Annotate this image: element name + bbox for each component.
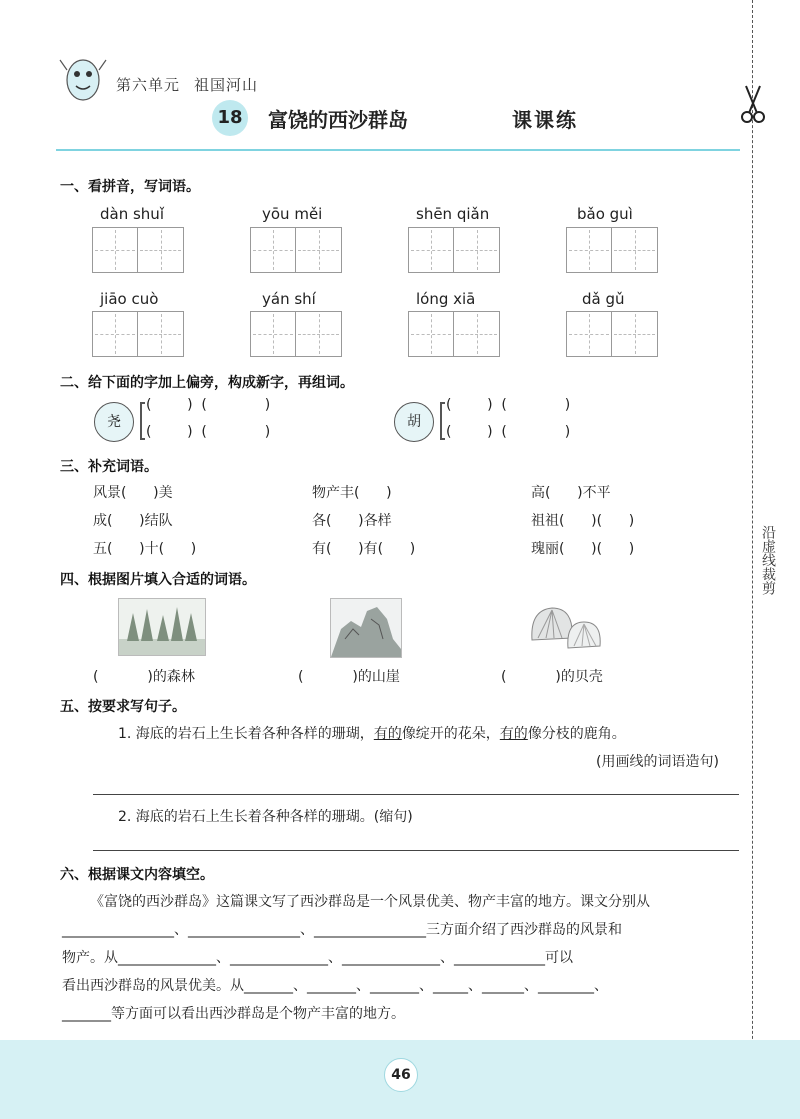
- forest-image: [118, 598, 206, 656]
- writing-grid[interactable]: [92, 311, 184, 357]
- brace: [440, 402, 445, 440]
- fill-word[interactable]: 瑰丽( )( ): [531, 541, 635, 557]
- pinyin: shēn qiǎn: [416, 205, 490, 223]
- unit-label: 第六单元 祖国河山: [116, 76, 259, 94]
- fill-word[interactable]: ( )的贝壳: [501, 669, 603, 685]
- section-1-title: 一、看拼音，写词语。: [60, 179, 200, 195]
- fill-word[interactable]: 五( )十( ): [93, 541, 197, 557]
- passage-line: 《富饶的西沙群岛》这篇课文写了西沙群岛是一个风景优美、物产丰富的地方。课文分别从: [90, 894, 650, 910]
- writing-grid[interactable]: [408, 227, 500, 273]
- section-3-title: 三、补充词语。: [60, 459, 158, 475]
- passage-line[interactable]: 看出西沙群岛的风景优美。从_______、_______、_______、_____、______、________、: [62, 978, 608, 994]
- writing-grid[interactable]: [566, 311, 658, 357]
- passage-line[interactable]: ________________、________________、________________三方面介绍了西沙群岛的风景和: [62, 922, 622, 938]
- writing-grid[interactable]: [250, 311, 342, 357]
- scissors-icon: [740, 84, 766, 124]
- fill-word[interactable]: 物产丰( ): [312, 485, 392, 501]
- answer-line[interactable]: [93, 794, 739, 795]
- fill-word[interactable]: 成( )结队: [93, 513, 173, 529]
- page-number: 46: [384, 1058, 418, 1092]
- section-2-title: 二、给下面的字加上偏旁，构成新字，再组词。: [60, 375, 354, 391]
- section-6-title: 六、根据课文内容填空。: [60, 867, 214, 883]
- fill-word[interactable]: 祖祖( )( ): [531, 513, 635, 529]
- passage-line[interactable]: _______等方面可以看出西沙群岛是个物产丰富的地方。: [62, 1006, 405, 1022]
- pinyin: dàn shuǐ: [100, 205, 164, 223]
- question-1-requirement: (用画线的词语造句): [596, 754, 719, 770]
- base-character: 尧: [94, 402, 134, 442]
- pinyin: jiāo cuò: [100, 290, 159, 308]
- exercise-badge: 课课练: [512, 108, 578, 132]
- cliff-image: [330, 598, 402, 658]
- cut-line: [752, 0, 753, 1119]
- shell-image: [526, 600, 606, 654]
- fill-word[interactable]: ( )的森林: [93, 669, 195, 685]
- writing-grid[interactable]: [250, 227, 342, 273]
- question-1: 1. 海底的岩石上生长着各种各样的珊瑚，有的像绽开的花朵，有的像分枝的鹿角。: [118, 726, 626, 742]
- writing-grid[interactable]: [566, 227, 658, 273]
- writing-grid[interactable]: [408, 311, 500, 357]
- fill-word[interactable]: ( )的山崖: [298, 669, 400, 685]
- question-2: 2. 海底的岩石上生长着各种各样的珊瑚。(缩句): [118, 809, 413, 825]
- answer-line[interactable]: [93, 850, 739, 851]
- pinyin: yán shí: [262, 290, 316, 308]
- cut-instruction: 沿虚线裁剪: [760, 525, 776, 595]
- lesson-number: 18: [212, 100, 248, 136]
- fill-word[interactable]: 高( )不平: [531, 485, 611, 501]
- brace: [140, 402, 145, 440]
- pinyin: yōu měi: [262, 205, 323, 223]
- fill-word[interactable]: 风景( )美: [93, 485, 173, 501]
- mascot-icon: [58, 50, 108, 110]
- fill-word[interactable]: 各( )各样: [312, 513, 392, 529]
- writing-grid[interactable]: [92, 227, 184, 273]
- fill-word[interactable]: 有( )有( ): [312, 541, 416, 557]
- base-character: 胡: [394, 402, 434, 442]
- header-divider: [56, 149, 740, 151]
- passage-line[interactable]: 物产。从______________、______________、______________、_____________可以: [62, 950, 573, 966]
- answer-slot[interactable]: ( ) ( ): [146, 397, 271, 413]
- answer-slot[interactable]: ( ) ( ): [446, 397, 571, 413]
- answer-slot[interactable]: ( ) ( ): [446, 424, 571, 440]
- section-4-title: 四、根据图片填入合适的词语。: [60, 572, 256, 588]
- pinyin: lóng xiā: [416, 290, 476, 308]
- answer-slot[interactable]: ( ) ( ): [146, 424, 271, 440]
- lesson-title: 富饶的西沙群岛: [268, 108, 408, 132]
- pinyin: dǎ gǔ: [582, 290, 625, 308]
- pinyin: bǎo guì: [577, 205, 633, 223]
- section-5-title: 五、按要求写句子。: [60, 699, 186, 715]
